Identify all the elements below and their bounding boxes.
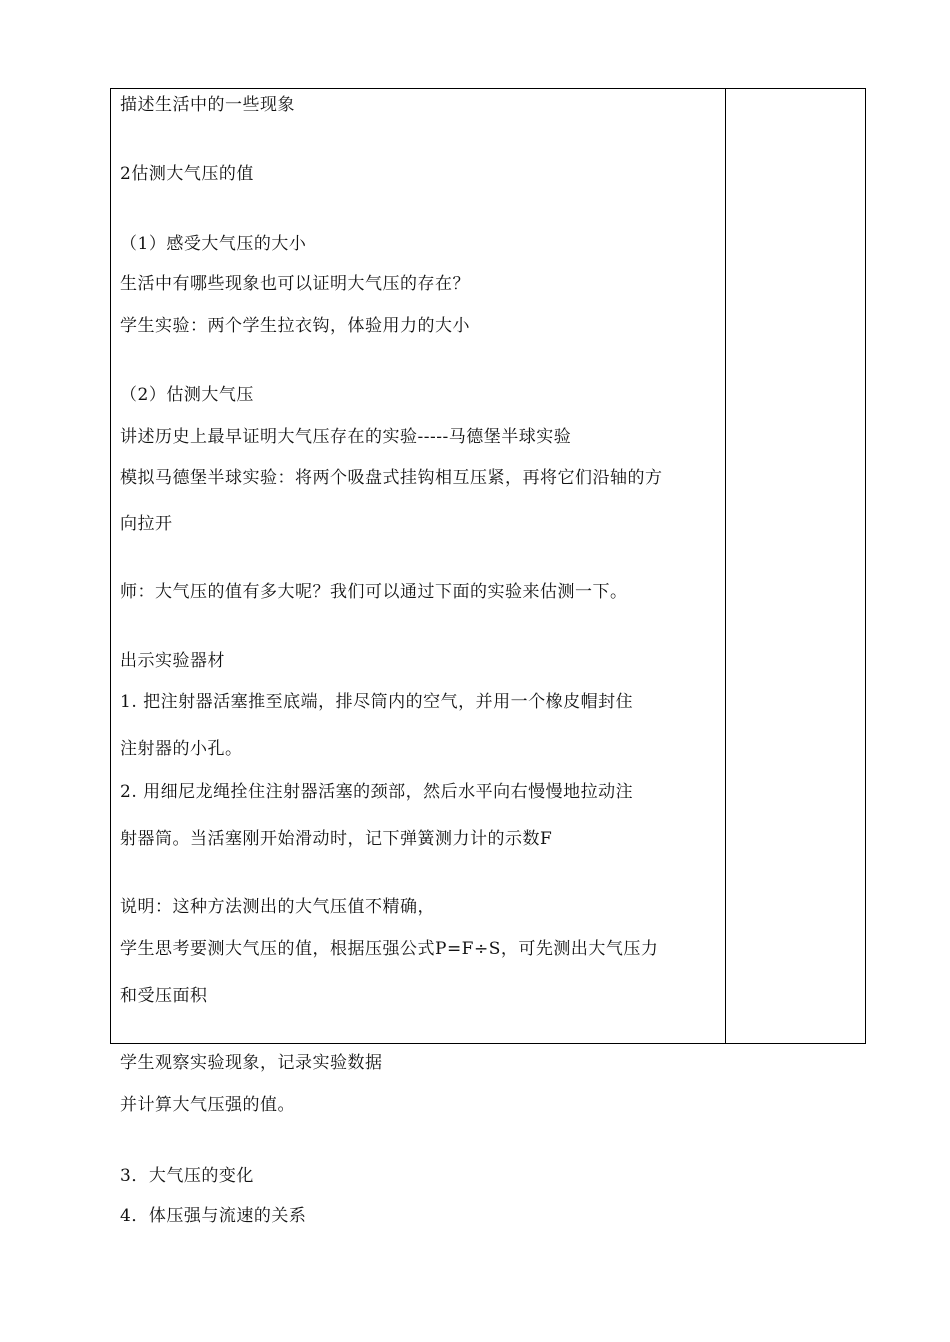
text-line: 和受压面积 [120, 986, 208, 1006]
text-line: 2估测大气压的值 [120, 164, 254, 184]
lesson-table [110, 88, 866, 1226]
text-line: 师：大气压的值有多大呢？我们可以通过下面的实验来估测一下。 [120, 582, 628, 602]
text-line: 射器筒。当活塞刚开始滑动时，记下弹簧测力计的示数F [120, 829, 553, 849]
text-line: （2）估测大气压 [120, 385, 254, 405]
text-line: 学生实验：两个学生拉衣钩，体验用力的大小 [120, 316, 470, 336]
text-line: 学生思考要测大气压的值，根据压强公式P=F÷S，可先测出大气压力 [120, 939, 659, 959]
text-line: 生活中有哪些现象也可以证明大气压的存在？ [120, 274, 470, 294]
text-line: 3．大气压的变化 [120, 1166, 254, 1186]
text-line: 学生观察实验现象，记录实验数据 [120, 1053, 383, 1073]
text-line: 模拟马德堡半球实验：将两个吸盘式挂钩相互压紧，再将它们沿轴的方 [120, 468, 663, 488]
text-line: 讲述历史上最早证明大气压存在的实验-----马德堡半球实验 [120, 427, 572, 447]
text-line: 1. 把注射器活塞推至底端，排尽筒内的空气，并用一个橡皮帽封住 [120, 692, 634, 712]
text-line: 4．体压强与流速的关系 [120, 1206, 307, 1226]
text-line: 2. 用细尼龙绳拴住注射器活塞的颈部，然后水平向右慢慢地拉动注 [120, 782, 634, 802]
text-line: （1）感受大气压的大小 [120, 234, 307, 254]
text-line: 出示实验器材 [120, 651, 225, 671]
text-line: 并计算大气压强的值。 [120, 1095, 295, 1115]
column-divider [725, 89, 726, 1043]
text-line: 向拉开 [120, 514, 173, 534]
text-line: 说明：这种方法测出的大气压值不精确， [120, 897, 435, 917]
text-line: 描述生活中的一些现象 [120, 95, 295, 115]
text-line: 注射器的小孔。 [120, 739, 243, 759]
